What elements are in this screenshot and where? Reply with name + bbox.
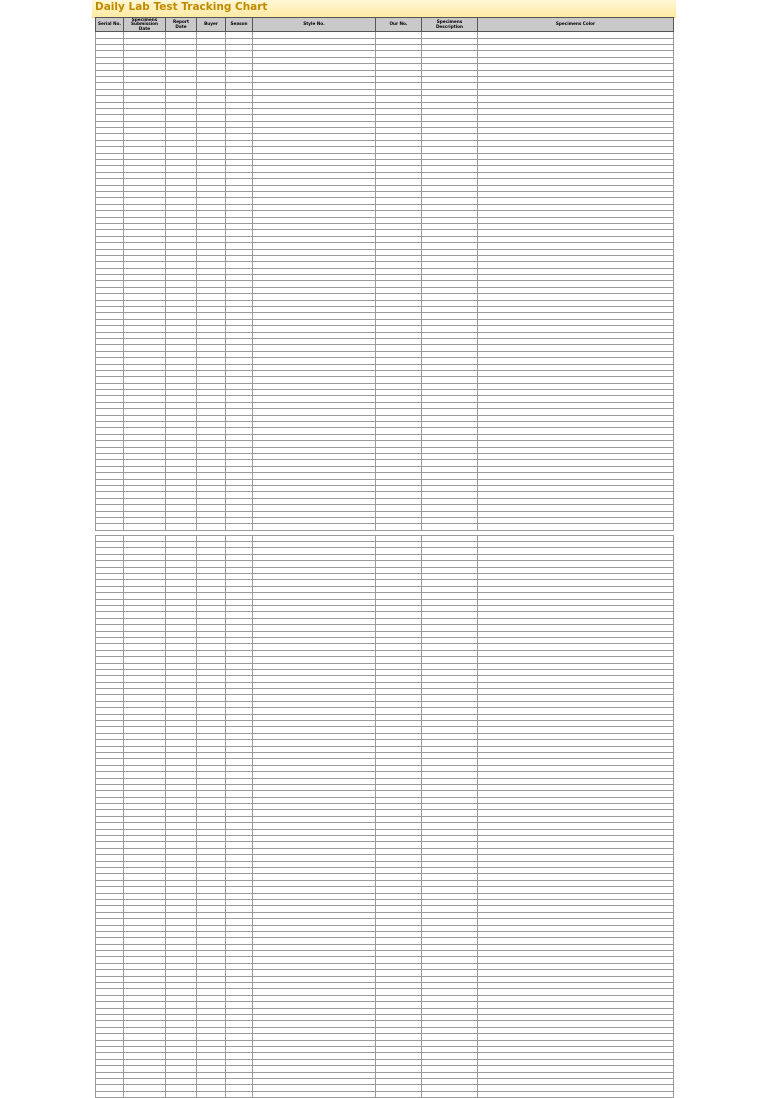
cell-report-date <box>166 1091 197 1097</box>
col-header-style: Style No. <box>253 18 376 32</box>
cell-submission-date <box>124 1091 166 1097</box>
table-header-row <box>96 18 674 32</box>
col-header-report-date: Report Date <box>166 18 197 32</box>
col-header-our-no: Our No. <box>376 18 422 32</box>
title-bar <box>92 0 676 18</box>
cell-buyer <box>197 1091 226 1097</box>
sheet-title: Daily Lab Test Tracking Chart <box>95 1 268 13</box>
tracking-table <box>95 17 674 1098</box>
col-header-serial: Serial No. <box>96 18 124 32</box>
cell-serial <box>96 1091 124 1097</box>
cell-style <box>253 1091 376 1097</box>
col-header-color: Specimens Color <box>478 18 674 32</box>
cell-our-no <box>376 1091 422 1097</box>
col-header-description: Specimens Description <box>422 18 478 32</box>
col-header-submission-date: Specimens Submission Date <box>124 18 166 32</box>
cell-description <box>422 1091 478 1097</box>
table-body <box>96 32 674 1098</box>
table-row <box>96 1091 674 1097</box>
col-header-season: Season <box>226 18 253 32</box>
cell-color <box>478 1091 674 1097</box>
col-header-buyer: Buyer <box>197 18 226 32</box>
cell-season <box>226 1091 253 1097</box>
